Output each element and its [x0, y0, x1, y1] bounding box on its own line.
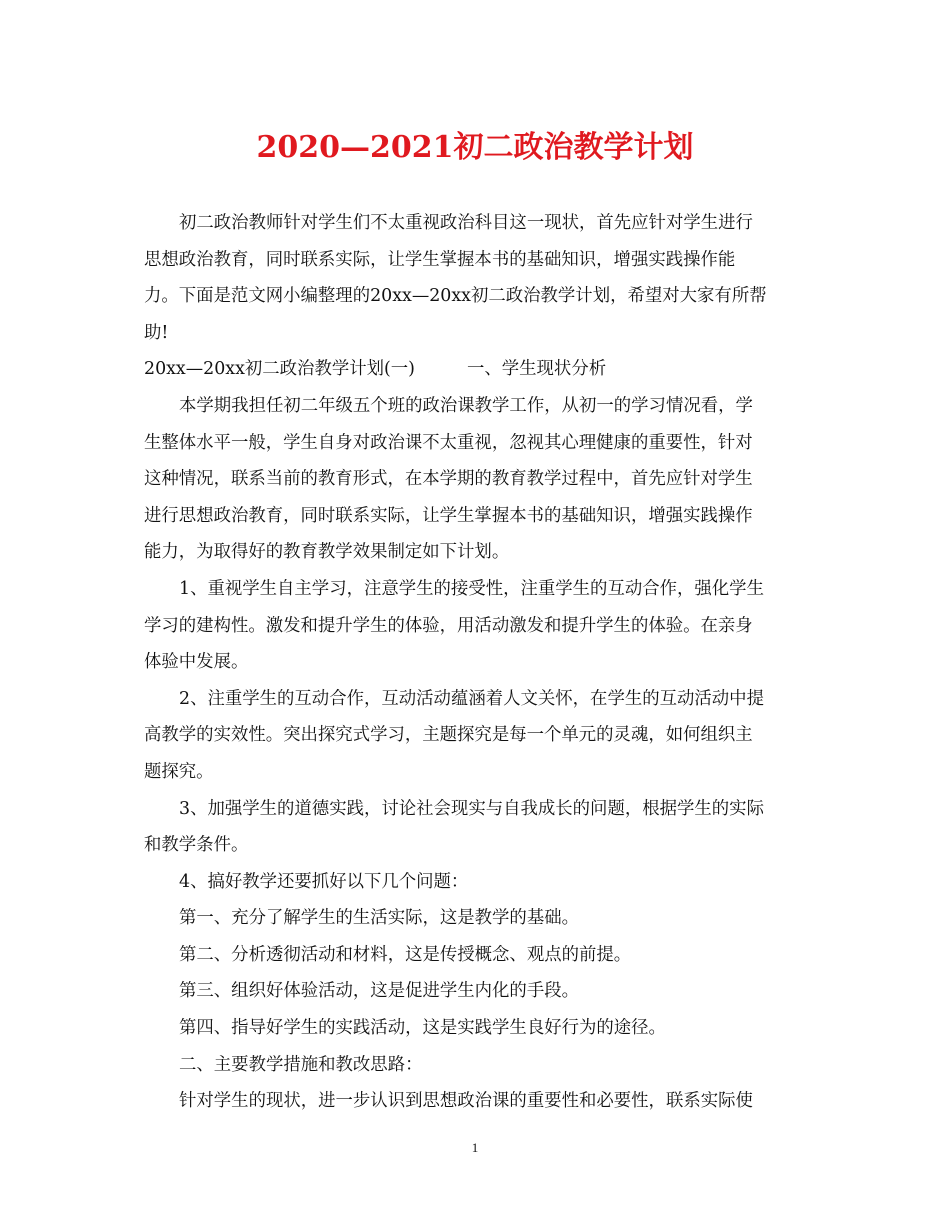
- text-line: 生整体水平一般，学生自身对政治课不太重视，忽视其心理健康的重要性，针对: [144, 432, 753, 453]
- text-line: 高教学的实效性。突出探究式学习，主题探究是每一个单元的灵魂，如何组织主: [144, 725, 753, 746]
- text-line: 初二政治教师针对学生们不太重视政治科目这一现状，首先应针对学生进行: [179, 213, 753, 233]
- text-line: 能力，为取得好的教育教学效果制定如下计划。: [144, 542, 510, 563]
- text-line: 第三、组织好体验活动，这是促进学生内化的手段。: [179, 981, 579, 1002]
- document-body: [144, 205, 816, 1120]
- text-line: 针对学生的现状，进一步认识到思想政治课的重要性和必要性，联系实际使: [179, 1091, 753, 1112]
- text-line: 3、加强学生的道德实践，讨论社会现实与自我成长的问题，根据学生的实际: [179, 798, 764, 819]
- text-line: 思想政治教育，同时联系实际，让学生掌握本书的基础知识，增强实践操作能: [144, 249, 736, 270]
- subheading-line: [144, 351, 816, 388]
- page-title: 2020—2021初二政治教学计划: [256, 130, 694, 165]
- text-line: 体验中发展。: [144, 652, 249, 673]
- page-number: 1: [471, 1140, 479, 1155]
- text-line: 本学期我担任初二年级五个班的政治课教学工作，从初一的学习情况看，学: [179, 395, 753, 416]
- text-line: 第二、分析透彻活动和材料，这是传授概念、观点的前提。: [179, 944, 632, 965]
- text-line: 第四、指导好学生的实践活动，这是实践学生良好行为的途径。: [179, 1018, 666, 1039]
- text-line: 2、注重学生的互动合作，互动活动蕴涵着人文关怀，在学生的互动活动中提: [179, 688, 764, 709]
- text-line: 4、搞好教学还要抓好以下几个问题：: [179, 871, 469, 892]
- text-line: 题探究。: [144, 761, 214, 782]
- subheading-plan-title: 20xx—20xx初二政治教学计划(一): [144, 359, 415, 380]
- text-line: 进行思想政治教育，同时联系实际，让学生掌握本书的基础知识，增强实践操作: [144, 505, 753, 526]
- text-line: 助!: [144, 322, 169, 343]
- text-line: 第一、充分了解学生的生活实际，这是教学的基础。: [179, 908, 579, 929]
- text-line: 学习的建构性。激发和提升学生的体验，用活动激发和提升学生的体验。在亲身: [144, 615, 753, 636]
- subheading-section: 一、学生现状分析: [466, 359, 607, 380]
- text-line: 这种情况，联系当前的教育形式，在本学期的教育教学过程中，首先应针对学生: [144, 469, 753, 490]
- text-line: 力。下面是范文网小编整理的20xx—20xx初二政治教学计划，希望对大家有所帮: [144, 286, 767, 307]
- text-line: 二、主要教学措施和教改思路：: [179, 1054, 423, 1075]
- text-line: 和教学条件。: [144, 835, 249, 856]
- text-line: 1、重视学生自主学习，注意学生的接受性，注重学生的互动合作，强化学生: [179, 578, 764, 599]
